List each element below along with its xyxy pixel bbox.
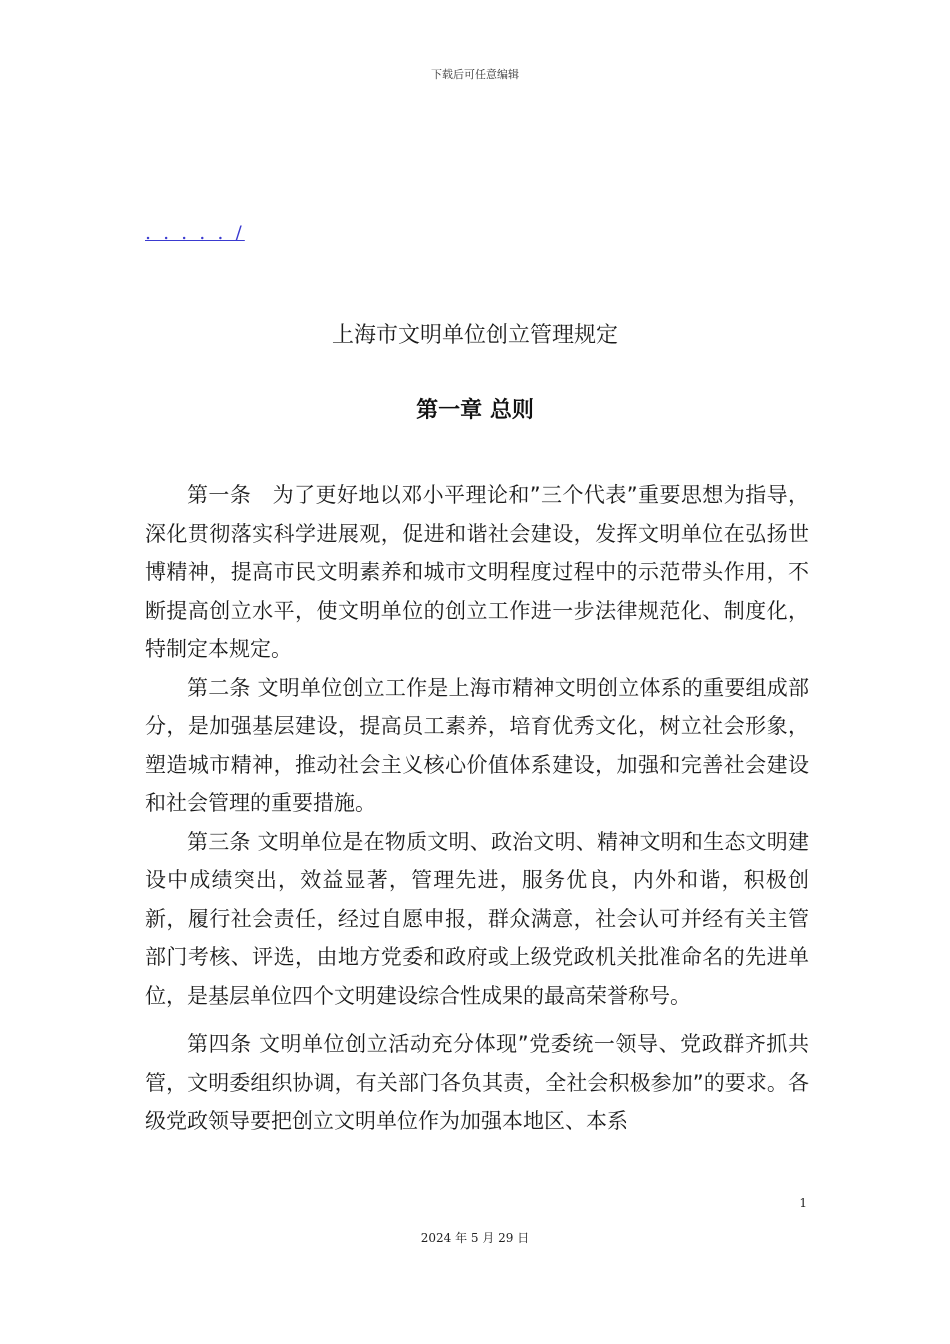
chapter-title: 第一章 总则 xyxy=(416,398,534,423)
header-note: 下载后可任意编辑 xyxy=(431,68,519,81)
paragraph-article-2: 第二条 文明单位创立工作是上海市精神文明创立体系的重要组成部分，是加强基层建设，提高员工素养，培育优秀文化，树立社会形象，塑造城市精神，推动社会主义核心价值体系建设，加强和完善社会建设和社会管理的重要措施。 xyxy=(145,675,809,815)
top-link[interactable]: . . . . . / xyxy=(145,222,245,244)
paragraph-article-1: 第一条 为了更好地以邓小平理论和”三个代表”重要思想为指导，深化贯彻落实科学进展观，促进和谐社会建设，发挥文明单位在弘扬世博精神，提高市民文明素养和城市文明程度过程中的示范带头作用，不断提高创立水平，使文明单位的创立工作进一步法律规范化、制度化，特制定本规定。 xyxy=(145,483,809,661)
paragraph-article-4: 第四条 文明单位创立活动充分体现”党委统一领导、党政群齐抓共管，文明委组织协调，有关部门各负其责，全社会积极参加”的要求。各级党政领导要把创立文明单位作为加强本地区、本系 xyxy=(145,1032,809,1133)
document-body xyxy=(145,476,809,1141)
footer-date: 2024 年 5 月 29 日 xyxy=(420,1231,530,1245)
page-number: 1 xyxy=(799,1196,807,1210)
document-title: 上海市文明单位创立管理规定 xyxy=(331,323,618,348)
paragraph-article-3: 第三条 文明单位是在物质文明、政治文明、精神文明和生态文明建设中成绩突出，效益显著，管理先进，服务优良，内外和谐，积极创新，履行社会责任，经过自愿申报，群众满意，社会认可并经有关主管部门考核、评选，由地方党委和政府或上级党政机关批准命名的先进单位，是基层单位四个文明建设综合性成果的最高荣誉称号。 xyxy=(145,829,809,1008)
